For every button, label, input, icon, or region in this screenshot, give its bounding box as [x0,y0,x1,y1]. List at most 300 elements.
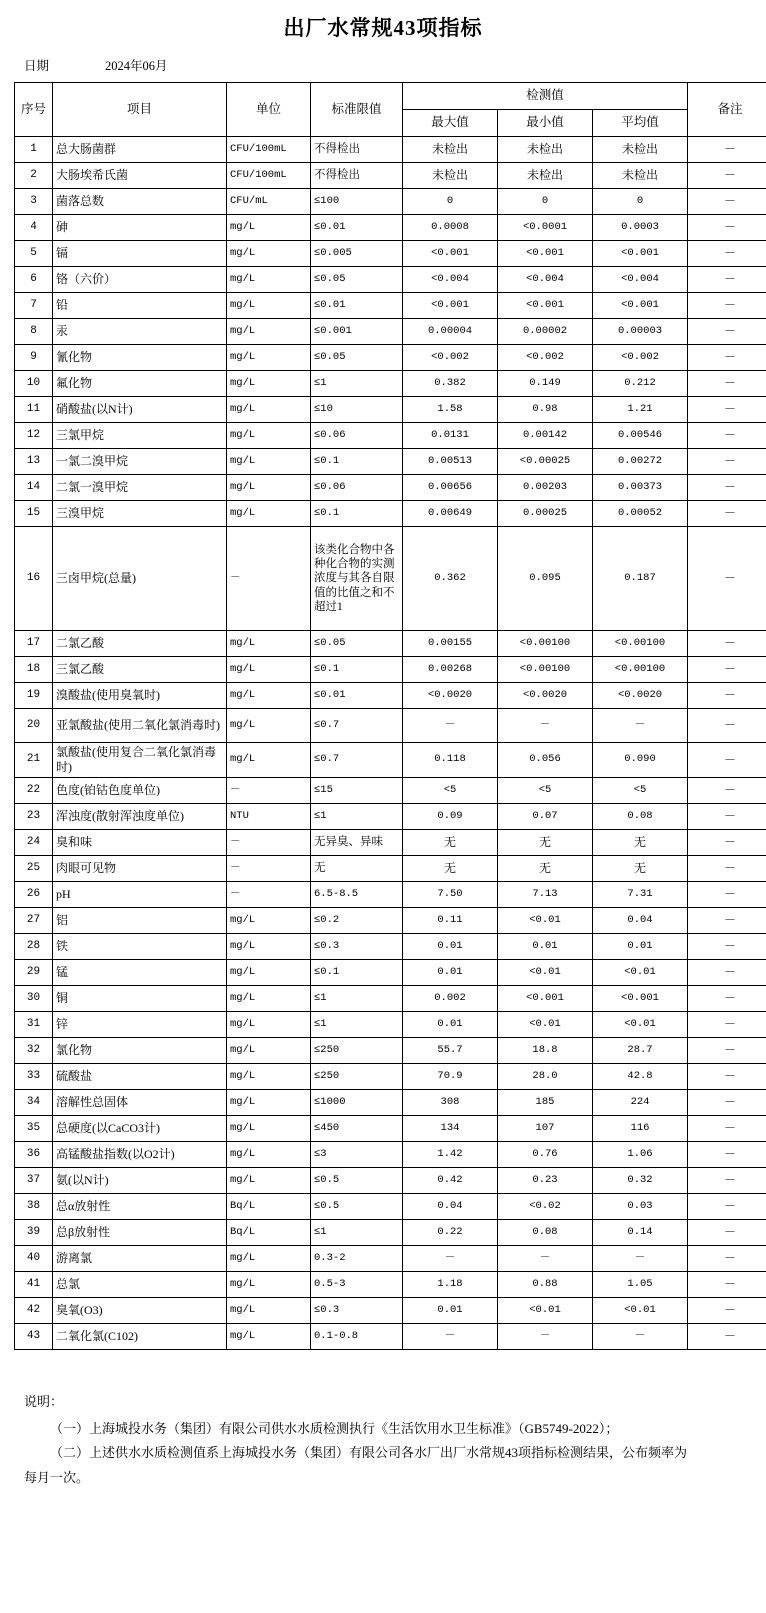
cell-max: 0.04 [403,1194,498,1220]
table-row [15,371,766,397]
cell-min: 0.01 [498,934,593,960]
cell-max: <0.002 [403,345,498,371]
cell-index: 28 [15,934,53,960]
table-row [15,804,766,830]
cell-unit: mg/L [227,908,311,934]
cell-unit: － [227,527,311,631]
cell-unit: Bq/L [227,1194,311,1220]
cell-avg: <0.01 [593,1012,688,1038]
cell-min: <5 [498,778,593,804]
notes-line-2: （二）上述供水水质检测值系上海城投水务（集团）有限公司各水厂出厂水常规43项指标检测结果，公布频率为 [50,1445,688,1461]
cell-avg: 0.14 [593,1220,688,1246]
table-row [15,1012,766,1038]
cell-avg: － [593,709,688,743]
table-row [15,830,766,856]
cell-min: <0.002 [498,345,593,371]
cell-note: － [688,397,766,423]
cell-note: － [688,267,766,293]
cell-item: 三溴甲烷 [53,501,227,527]
cell-max: 0.01 [403,960,498,986]
table-row [15,960,766,986]
cell-note: － [688,163,766,189]
cell-min: 0.98 [498,397,593,423]
cell-note: － [688,1012,766,1038]
page-title: 出厂水常规43项指标 [283,16,483,40]
cell-unit: － [227,830,311,856]
cell-min: － [498,709,593,743]
table-row [15,1064,766,1090]
cell-item: 总氯 [53,1272,227,1298]
cell-note: － [688,1090,766,1116]
cell-min: 0.76 [498,1142,593,1168]
cell-item: 二氯一溴甲烷 [53,475,227,501]
cell-unit: mg/L [227,1298,311,1324]
cell-note: － [688,1298,766,1324]
cell-max: 0.42 [403,1168,498,1194]
table-row [15,501,766,527]
cell-limit: ≤450 [311,1116,403,1142]
cell-index: 15 [15,501,53,527]
cell-unit: mg/L [227,960,311,986]
cell-min: － [498,1324,593,1350]
date-label: 日期 [24,59,50,73]
cell-avg: <0.01 [593,960,688,986]
cell-max: 0.00155 [403,631,498,657]
table-row [15,934,766,960]
cell-index: 16 [15,527,53,631]
cell-avg: 7.31 [593,882,688,908]
cell-limit: ≤0.7 [311,709,403,743]
cell-avg: 无 [593,856,688,882]
cell-min: <0.001 [498,986,593,1012]
cell-note: － [688,501,766,527]
cell-index: 29 [15,960,53,986]
col-header-avg: 平均值 [593,110,688,137]
cell-item: 砷 [53,215,227,241]
cell-min: 0.149 [498,371,593,397]
cell-unit: mg/L [227,1168,311,1194]
cell-unit: mg/L [227,1324,311,1350]
cell-unit: mg/L [227,371,311,397]
cell-index: 5 [15,241,53,267]
table-row [15,1272,766,1298]
cell-limit: 无 [311,856,403,882]
cell-item: 臭和味 [53,830,227,856]
cell-avg: 1.21 [593,397,688,423]
cell-unit: － [227,882,311,908]
cell-min: <0.004 [498,267,593,293]
table-row [15,683,766,709]
cell-index: 8 [15,319,53,345]
cell-limit: ≤0.1 [311,449,403,475]
cell-avg: 0.00546 [593,423,688,449]
cell-min: <0.00100 [498,657,593,683]
cell-note: － [688,683,766,709]
cell-max: 未检出 [403,137,498,163]
cell-limit: ≤1 [311,371,403,397]
cell-note: － [688,908,766,934]
cell-note: － [688,934,766,960]
cell-item: 硫酸盐 [53,1064,227,1090]
cell-avg: <0.0020 [593,683,688,709]
cell-item: 硝酸盐(以N计) [53,397,227,423]
cell-index: 40 [15,1246,53,1272]
cell-min: <0.00025 [498,449,593,475]
cell-item: 总硬度(以CaCO3计) [53,1116,227,1142]
cell-unit: CFU/100mL [227,163,311,189]
cell-limit: ≤0.06 [311,423,403,449]
cell-unit: mg/L [227,709,311,743]
cell-note: － [688,1246,766,1272]
cell-index: 21 [15,743,53,778]
cell-index: 1 [15,137,53,163]
cell-item: 二氯乙酸 [53,631,227,657]
cell-unit: mg/L [227,683,311,709]
cell-index: 34 [15,1090,53,1116]
table-row [15,215,766,241]
cell-item: 臭氧(O3) [53,1298,227,1324]
cell-unit: mg/L [227,1012,311,1038]
cell-max: 0.382 [403,371,498,397]
cell-unit: mg/L [227,449,311,475]
cell-index: 9 [15,345,53,371]
cell-avg: <0.00100 [593,657,688,683]
cell-unit: mg/L [227,631,311,657]
cell-limit: 不得检出 [311,137,403,163]
cell-min: 0.00025 [498,501,593,527]
cell-max: － [403,709,498,743]
cell-limit: 0.1-0.8 [311,1324,403,1350]
cell-unit: CFU/100mL [227,137,311,163]
table-row [15,1038,766,1064]
cell-note: － [688,527,766,631]
table-row [15,475,766,501]
cell-note: － [688,1116,766,1142]
cell-index: 12 [15,423,53,449]
cell-index: 24 [15,830,53,856]
col-header-index: 序号 [15,83,53,137]
notes-title: 说明： [24,1394,64,1409]
cell-min: 0.095 [498,527,593,631]
cell-index: 33 [15,1064,53,1090]
cell-index: 26 [15,882,53,908]
cell-note: － [688,1142,766,1168]
cell-limit: ≤1 [311,986,403,1012]
cell-index: 14 [15,475,53,501]
table-row [15,293,766,319]
cell-min: 107 [498,1116,593,1142]
cell-limit: ≤1000 [311,1090,403,1116]
cell-min: 18.8 [498,1038,593,1064]
table-row [15,908,766,934]
cell-min: <0.01 [498,960,593,986]
cell-unit: mg/L [227,1064,311,1090]
cell-max: － [403,1324,498,1350]
cell-note: － [688,293,766,319]
cell-max: 无 [403,856,498,882]
cell-limit: ≤0.05 [311,345,403,371]
cell-min: 0 [498,189,593,215]
cell-limit: ≤1 [311,1012,403,1038]
cell-item: 铬（六价） [53,267,227,293]
table-row [15,986,766,1012]
cell-limit: ≤250 [311,1038,403,1064]
cell-note: － [688,804,766,830]
cell-min: <0.0020 [498,683,593,709]
cell-avg: 0.212 [593,371,688,397]
cell-limit: 0.3-2 [311,1246,403,1272]
cell-unit: mg/L [227,1038,311,1064]
cell-note: － [688,1064,766,1090]
cell-note: － [688,960,766,986]
cell-max: <0.0020 [403,683,498,709]
cell-item: 镉 [53,241,227,267]
notes-line-3: 每月一次。 [24,1470,90,1486]
table-row [15,1168,766,1194]
cell-note: － [688,1272,766,1298]
cell-index: 20 [15,709,53,743]
cell-unit: mg/L [227,215,311,241]
cell-item: 三氯甲烷 [53,423,227,449]
cell-index: 27 [15,908,53,934]
table-row [15,241,766,267]
table-row [15,882,766,908]
cell-avg: 0.090 [593,743,688,778]
cell-unit: mg/L [227,1272,311,1298]
col-header-limit: 标准限值 [311,83,403,137]
cell-max: 未检出 [403,163,498,189]
cell-unit: mg/L [227,934,311,960]
cell-min: 0.23 [498,1168,593,1194]
cell-item: 肉眼可见物 [53,856,227,882]
cell-unit: － [227,856,311,882]
cell-limit: ≤0.05 [311,631,403,657]
cell-unit: mg/L [227,241,311,267]
cell-limit: ≤0.2 [311,908,403,934]
cell-index: 23 [15,804,53,830]
cell-min: 无 [498,856,593,882]
cell-min: 0.056 [498,743,593,778]
cell-max: <5 [403,778,498,804]
table-row [15,345,766,371]
cell-limit: ≤0.1 [311,657,403,683]
cell-avg: 42.8 [593,1064,688,1090]
cell-note: － [688,709,766,743]
table-row [15,137,766,163]
col-header-unit: 单位 [227,83,311,137]
cell-avg: － [593,1246,688,1272]
cell-index: 41 [15,1272,53,1298]
cell-item: 游离氯 [53,1246,227,1272]
cell-note: － [688,856,766,882]
cell-index: 18 [15,657,53,683]
cell-min: <0.001 [498,293,593,319]
cell-max: <0.004 [403,267,498,293]
cell-note: － [688,1038,766,1064]
cell-item: 菌落总数 [53,189,227,215]
cell-unit: CFU/mL [227,189,311,215]
cell-index: 6 [15,267,53,293]
date-row [14,52,752,82]
cell-min: <0.00100 [498,631,593,657]
cell-avg: 0.03 [593,1194,688,1220]
cell-limit: ≤10 [311,397,403,423]
table-row [15,527,766,631]
cell-note: － [688,1194,766,1220]
table-row [15,1220,766,1246]
cell-item: 氨(以N计) [53,1168,227,1194]
notes-line-1: （一）上海城投水务（集团）有限公司供水水质检测执行《生活饮用水卫生标准》（GB5749-2022）； [50,1420,619,1436]
cell-max: 0.002 [403,986,498,1012]
table-body [15,137,766,1350]
cell-index: 32 [15,1038,53,1064]
cell-index: 31 [15,1012,53,1038]
table-row [15,856,766,882]
cell-min: <0.01 [498,1012,593,1038]
cell-avg: 0.00052 [593,501,688,527]
cell-note: － [688,449,766,475]
cell-note: － [688,743,766,778]
cell-limit: ≤1 [311,804,403,830]
cell-min: 0.00002 [498,319,593,345]
cell-item: 氯酸盐(使用复合二氧化氯消毒时) [53,743,227,778]
cell-limit: ≤0.5 [311,1168,403,1194]
cell-avg: 0.04 [593,908,688,934]
col-header-max: 最大值 [403,110,498,137]
cell-unit: mg/L [227,743,311,778]
cell-avg: 0 [593,189,688,215]
table-header-row-1 [15,83,766,110]
cell-limit: ≤0.005 [311,241,403,267]
cell-limit: ≤0.7 [311,743,403,778]
cell-unit: mg/L [227,475,311,501]
table-row [15,1298,766,1324]
cell-unit: mg/L [227,986,311,1012]
cell-item: 溶解性总固体 [53,1090,227,1116]
cell-item: 锌 [53,1012,227,1038]
water-quality-table [14,82,766,1350]
cell-limit: ≤0.001 [311,319,403,345]
table-row [15,1090,766,1116]
cell-limit: ≤0.01 [311,215,403,241]
table-row [15,423,766,449]
table-row [15,1194,766,1220]
cell-item: 二氧化氯(C102) [53,1324,227,1350]
cell-index: 2 [15,163,53,189]
cell-limit: 不得检出 [311,163,403,189]
date-value: 2024年06月 [105,59,168,73]
cell-min: 无 [498,830,593,856]
cell-index: 38 [15,1194,53,1220]
table-row [15,657,766,683]
cell-note: － [688,137,766,163]
cell-item: 色度(铂钴色度单位) [53,778,227,804]
table-head [15,83,766,137]
cell-item: 高锰酸盐指数(以O2计) [53,1142,227,1168]
cell-note: － [688,1324,766,1350]
cell-index: 25 [15,856,53,882]
cell-min: 0.07 [498,804,593,830]
cell-max: 1.42 [403,1142,498,1168]
table-row [15,743,766,778]
table-row [15,709,766,743]
cell-min: 185 [498,1090,593,1116]
cell-item: 浑浊度(散射浑浊度单位) [53,804,227,830]
cell-unit: mg/L [227,1142,311,1168]
cell-limit: ≤0.01 [311,683,403,709]
cell-avg: <0.001 [593,241,688,267]
cell-item: 铝 [53,908,227,934]
cell-index: 42 [15,1298,53,1324]
cell-max: 0.00649 [403,501,498,527]
cell-avg: <5 [593,778,688,804]
cell-item: 汞 [53,319,227,345]
cell-item: 氰化物 [53,345,227,371]
cell-max: <0.001 [403,293,498,319]
cell-index: 17 [15,631,53,657]
cell-limit: ≤0.1 [311,960,403,986]
cell-index: 37 [15,1168,53,1194]
cell-max: 0.09 [403,804,498,830]
cell-note: － [688,371,766,397]
cell-limit: ≤0.06 [311,475,403,501]
cell-max: 0.01 [403,1298,498,1324]
cell-note: － [688,830,766,856]
cell-note: － [688,319,766,345]
cell-unit: mg/L [227,267,311,293]
notes-section [14,1390,752,1515]
cell-limit: ≤0.5 [311,1194,403,1220]
table-row [15,397,766,423]
cell-index: 36 [15,1142,53,1168]
table-row [15,267,766,293]
cell-item: 三氯乙酸 [53,657,227,683]
cell-max: 0.00004 [403,319,498,345]
cell-avg: 1.05 [593,1272,688,1298]
table-row [15,189,766,215]
cell-item: 一氯二溴甲烷 [53,449,227,475]
cell-note: － [688,986,766,1012]
cell-avg: － [593,1324,688,1350]
cell-unit: mg/L [227,397,311,423]
cell-max: 70.9 [403,1064,498,1090]
cell-limit: ≤250 [311,1064,403,1090]
cell-item: 铜 [53,986,227,1012]
cell-limit: ≤3 [311,1142,403,1168]
cell-avg: <0.002 [593,345,688,371]
cell-item: 总β放射性 [53,1220,227,1246]
cell-index: 43 [15,1324,53,1350]
cell-max: 0.0008 [403,215,498,241]
table-row [15,631,766,657]
cell-min: 0.08 [498,1220,593,1246]
table-row [15,319,766,345]
cell-min: 28.0 [498,1064,593,1090]
cell-limit: ≤15 [311,778,403,804]
cell-max: 134 [403,1116,498,1142]
cell-unit: mg/L [227,1246,311,1272]
cell-avg: <0.001 [593,293,688,319]
cell-avg: 0.00272 [593,449,688,475]
cell-limit: 无异臭、异味 [311,830,403,856]
cell-unit: mg/L [227,1116,311,1142]
cell-unit: mg/L [227,657,311,683]
cell-index: 4 [15,215,53,241]
cell-max: 0.0131 [403,423,498,449]
cell-avg: 0.32 [593,1168,688,1194]
cell-avg: <0.001 [593,986,688,1012]
table-row [15,1116,766,1142]
